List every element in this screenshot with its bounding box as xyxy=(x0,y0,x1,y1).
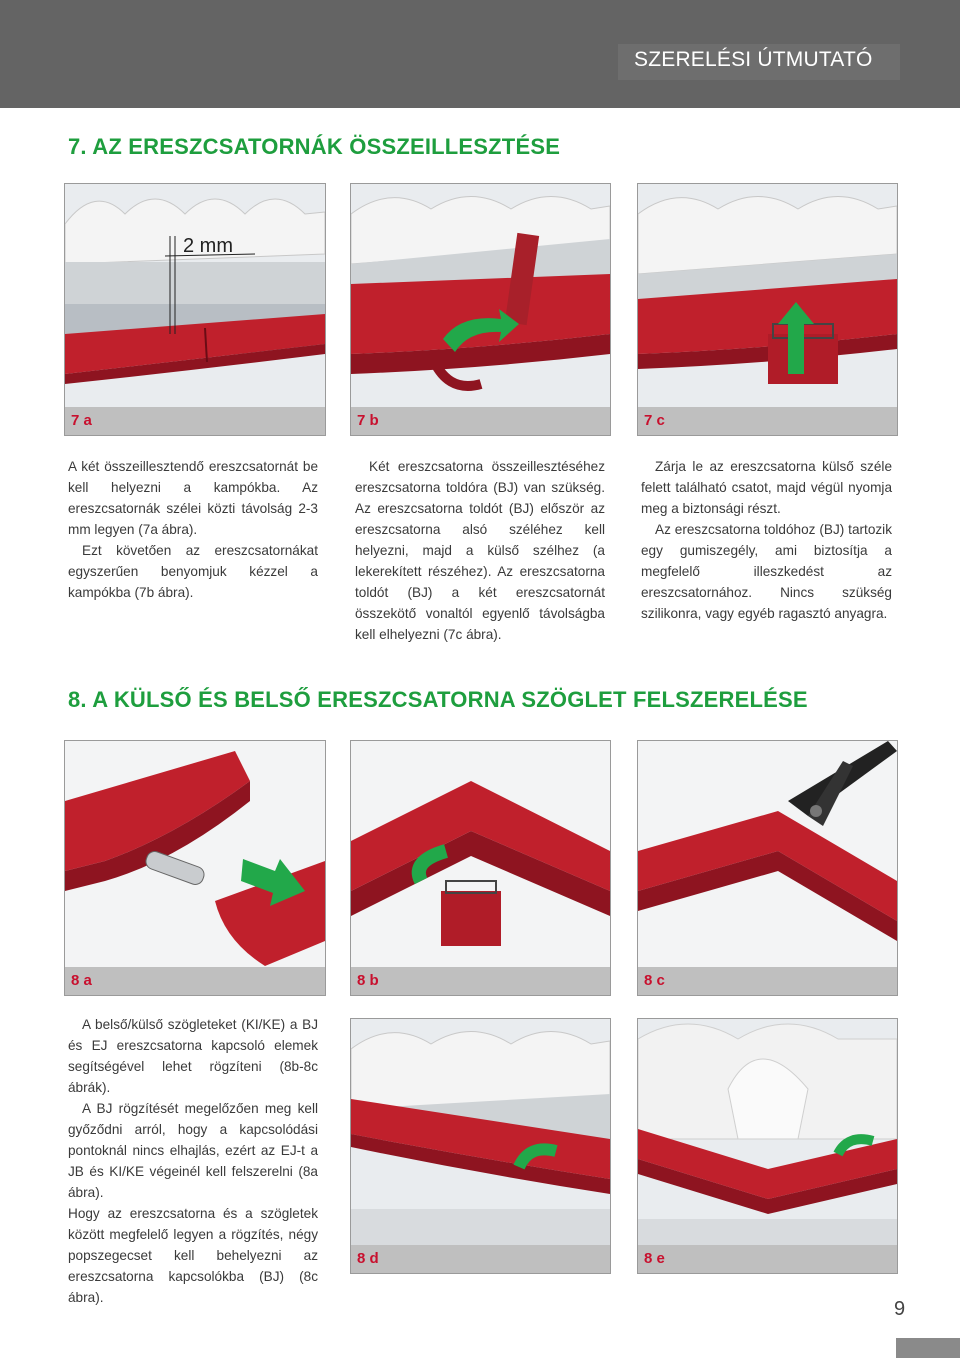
section-8-para-1: A belső/külső szögleteket (KI/KE) a BJ és EJ ereszcsatorna kapcsoló elemek segítségével lehet rögzíteni (8b-8c ábrák). xyxy=(68,1017,318,1095)
figure-8c xyxy=(637,740,898,996)
section-7-col3-para-1: Zárja le az ereszcsatorna külső széle felett található csatot, majd végül nyomja meg a biztonsági részt. xyxy=(641,459,892,516)
figure-7a-label: 7 a xyxy=(71,412,92,429)
section-7-column-3 xyxy=(641,456,892,624)
section-7-column-2 xyxy=(355,456,605,645)
section-7-col2-para-1: Két ereszcsatorna összeillesztéséhez ereszcsatorna toldóra (BJ) van szükség. Az ereszcsatorna toldót (BJ) először az ereszcsatorna alsó széléhez kell helyezni, majd a külső szélhez (a lekerekített részéhez). Az ereszcsatorna toldót (BJ) a két ereszcsatornát összekötő vonaltól egyenlő távolságba kell elhelyezni (7c ábra). xyxy=(355,459,605,642)
figure-7c-label-bar xyxy=(638,407,897,435)
page-footer-bar xyxy=(896,1338,960,1358)
figure-8c-illustration xyxy=(638,741,897,995)
figure-7b-illustration xyxy=(351,184,610,435)
section-8-para-3: Hogy az ereszcsatorna és a szögletek között megfelelő legyen a rögzítés, négy popszegecset kell behelyezni az ereszcsatorna kapcsolókba (BJ) (8c ábra). xyxy=(68,1206,318,1305)
header-bar xyxy=(0,0,960,108)
section-7-col1-para-1: A két összeillesztendő ereszcsatornát be kell helyezni a kampókba. Az ereszcsatornák szélei közti távolság 2-3 mm legyen (7a ábra). xyxy=(68,459,318,537)
figure-7a-dimension: 2 mm xyxy=(183,235,233,257)
figure-8a-label: 8 a xyxy=(71,972,92,989)
figure-8c-label: 8 c xyxy=(644,972,665,989)
figure-8e xyxy=(637,1018,898,1274)
figure-7c-label: 7 c xyxy=(644,412,665,429)
section-7-col1-para-2: Ezt követően az ereszcsatornákat egyszerűen benyomjuk kézzel a kampókba (7b ábra). xyxy=(68,543,318,600)
figure-8a xyxy=(64,740,326,996)
figure-7b-label: 7 b xyxy=(357,412,379,429)
figure-8a-label-bar xyxy=(65,967,325,995)
header-title: SZERELÉSI ÚTMUTATÓ xyxy=(634,48,873,71)
figure-8e-label-bar xyxy=(638,1245,897,1273)
figure-7c xyxy=(637,183,898,436)
section-8-text xyxy=(68,1014,318,1308)
figure-8b-label: 8 b xyxy=(357,972,379,989)
figure-8d xyxy=(350,1018,611,1274)
figure-8c-label-bar xyxy=(638,967,897,995)
figure-8a-illustration xyxy=(65,741,325,995)
figure-7c-illustration xyxy=(638,184,897,435)
figure-8e-illustration xyxy=(638,1019,897,1273)
figure-8b-illustration xyxy=(351,741,610,995)
figure-8d-label: 8 d xyxy=(357,1250,379,1267)
figure-7a xyxy=(64,183,326,436)
figure-7b-label-bar xyxy=(351,407,610,435)
section-8-heading: 8. A KÜLSŐ ÉS BELSŐ ERESZCSATORNA SZÖGLET FELSZERELÉSE xyxy=(68,687,808,712)
figure-7a-label-bar xyxy=(65,407,325,435)
section-7-heading: 7. AZ ERESZCSATORNÁK ÖSSZEILLESZTÉSE xyxy=(68,134,561,159)
section-7-col3-para-2: Az ereszcsatorna toldóhoz (BJ) tartozik egy gumiszegély, ami biztosítja a megfelelő illeszkedést az ereszcsatornához. Nincs szükség szilikonra, vagy egyéb ragasztó anyagra. xyxy=(641,522,892,621)
page-number: 9 xyxy=(894,1298,906,1320)
figure-8d-illustration xyxy=(351,1019,610,1273)
figure-7a-illustration xyxy=(65,184,325,435)
figure-8e-label: 8 e xyxy=(644,1250,665,1267)
section-8-para-2: A BJ rögzítését megelőzően meg kell győződni arról, hogy a kapcsolódási pontoknál nincs elhajlás, ezért az EJ-t a JB és KI/KE végeinél kell felszerelni (8a ábra). xyxy=(68,1101,318,1200)
figure-8b-label-bar xyxy=(351,967,610,995)
figure-8b xyxy=(350,740,611,996)
figure-8d-label-bar xyxy=(351,1245,610,1273)
section-7-column-1 xyxy=(68,456,318,603)
figure-7b xyxy=(350,183,611,436)
